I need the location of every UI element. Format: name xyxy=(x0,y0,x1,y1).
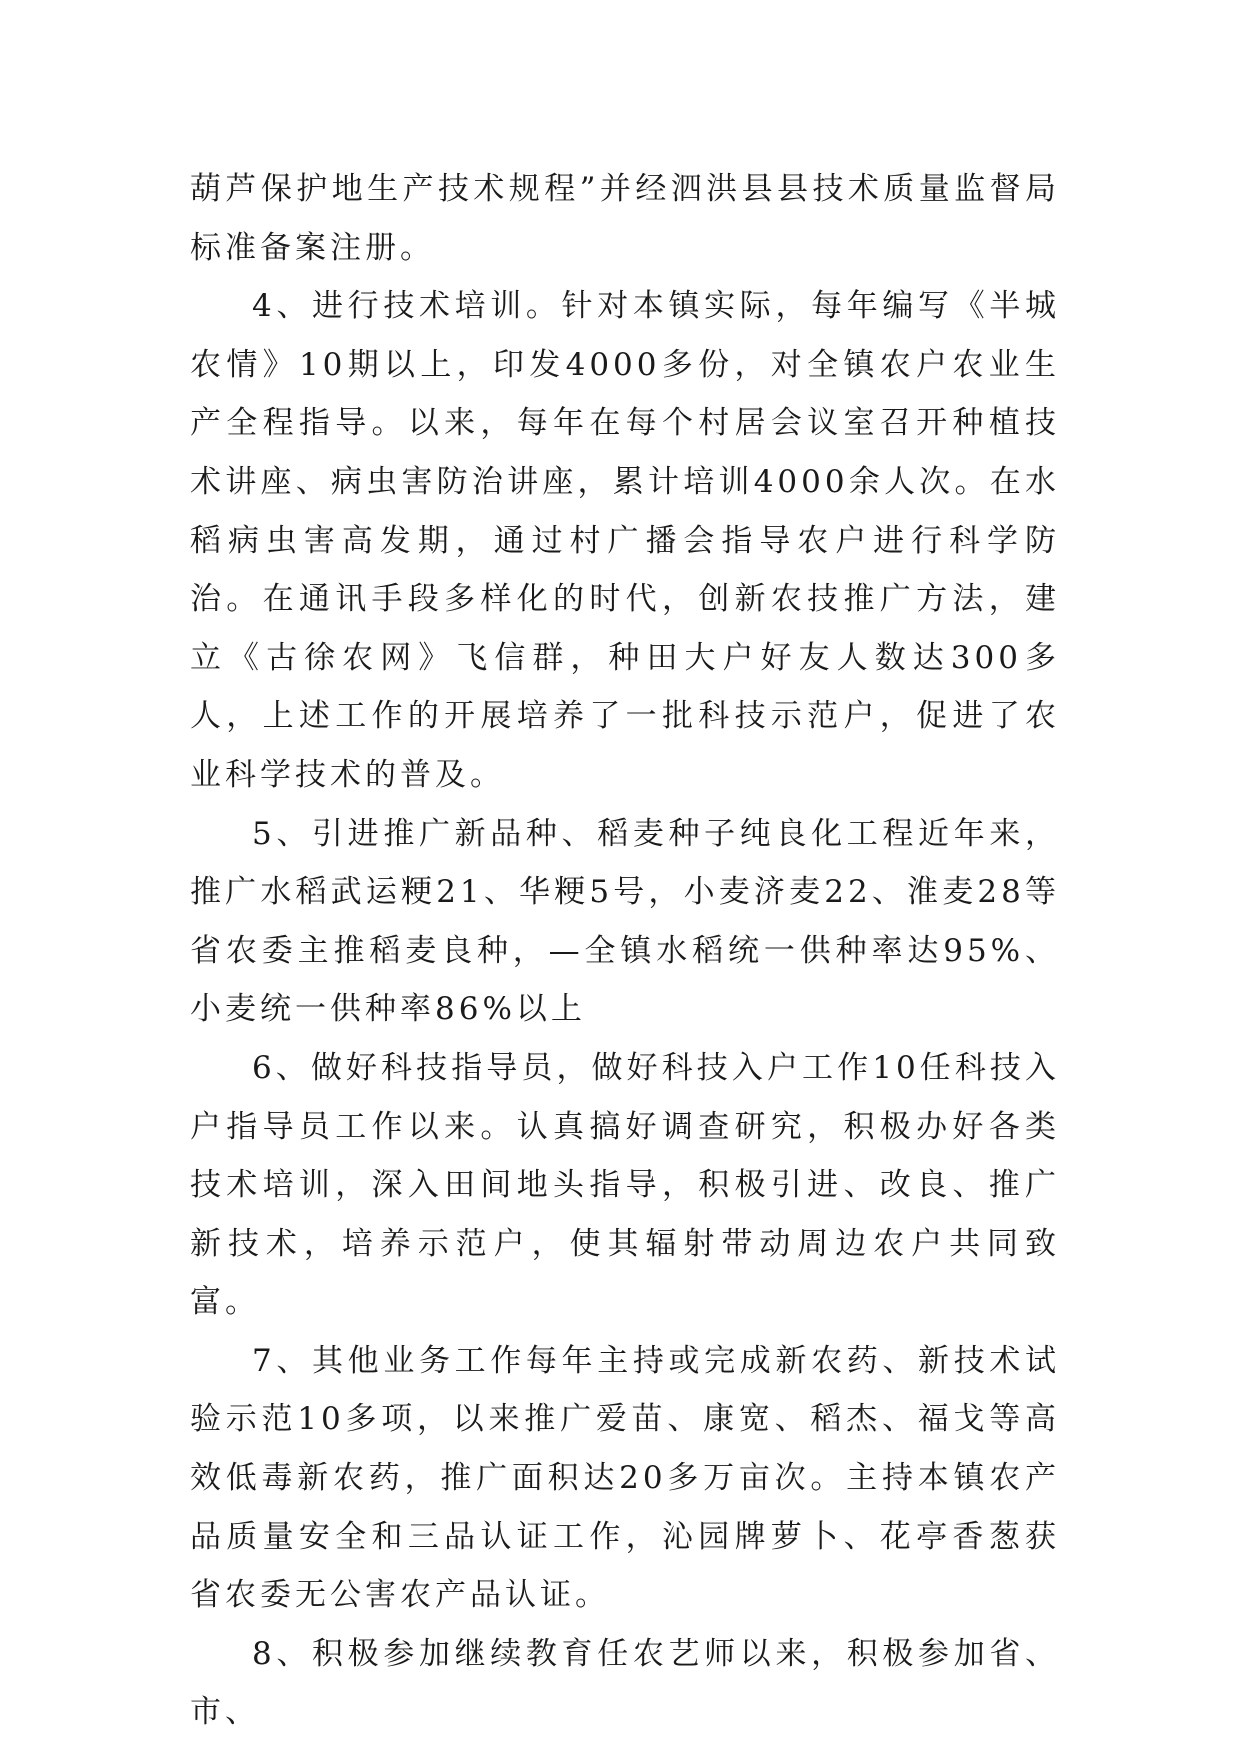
paragraph-continuation: 葫芦保护地生产技术规程”并经泗洪县县技术质量监督局标准备案注册。 xyxy=(190,171,1060,266)
paragraph-item-5: 5、引进推广新品种、稻麦种子纯良化工程近年来，推广水稻武运粳21、华粳5号，小麦济麦22、淮麦28等省农委主推稻麦良种，—全镇水稻统一供种率达95%、小麦统一供种率86%以上 xyxy=(190,815,1060,1028)
paragraph-item-4: 4、进行技术培训。针对本镇实际，每年编写《半城农情》10期以上，印发4000多份，对全镇农户农业生产全程指导。以来，每年在每个村居会议室召开种植技术讲座、病虫害防治讲座，累计培训4000余人次。在水稻病虫害高发期，通过村广播会指导农户进行科学防治。在通讯手段多样化的时代，创新农技推广方法，建立《古徐农网》飞信群，种田大户好友人数达300多人，上述工作的开展培养了一批科技示范户，促进了农业科学技术的普及。 xyxy=(190,288,1060,793)
paragraph-item-7: 7、其他业务工作每年主持或完成新农药、新技术试验示范10多项，以来推广爱苗、康宽、稻杰、福戈等高效低毒新农药，推广面积达20多万亩次。主持本镇农产品质量安全和三品认证工作，沁园牌萝卜、花亭香葱获省农委无公害农产品认证。 xyxy=(190,1342,1060,1614)
paragraph-item-6: 6、做好科技指导员，做好科技入户工作10任科技入户指导员工作以来。认真搞好调查研究，积极办好各类技术培训，深入田间地头指导，积极引进、改良、推广新技术，培养示范户，使其辐射带动周边农户共同致富。 xyxy=(190,1049,1060,1321)
paragraph-item-8: 8、积极参加继续教育任农艺师以来，积极参加省、市、 xyxy=(190,1635,1060,1731)
document-body xyxy=(190,160,1060,1742)
